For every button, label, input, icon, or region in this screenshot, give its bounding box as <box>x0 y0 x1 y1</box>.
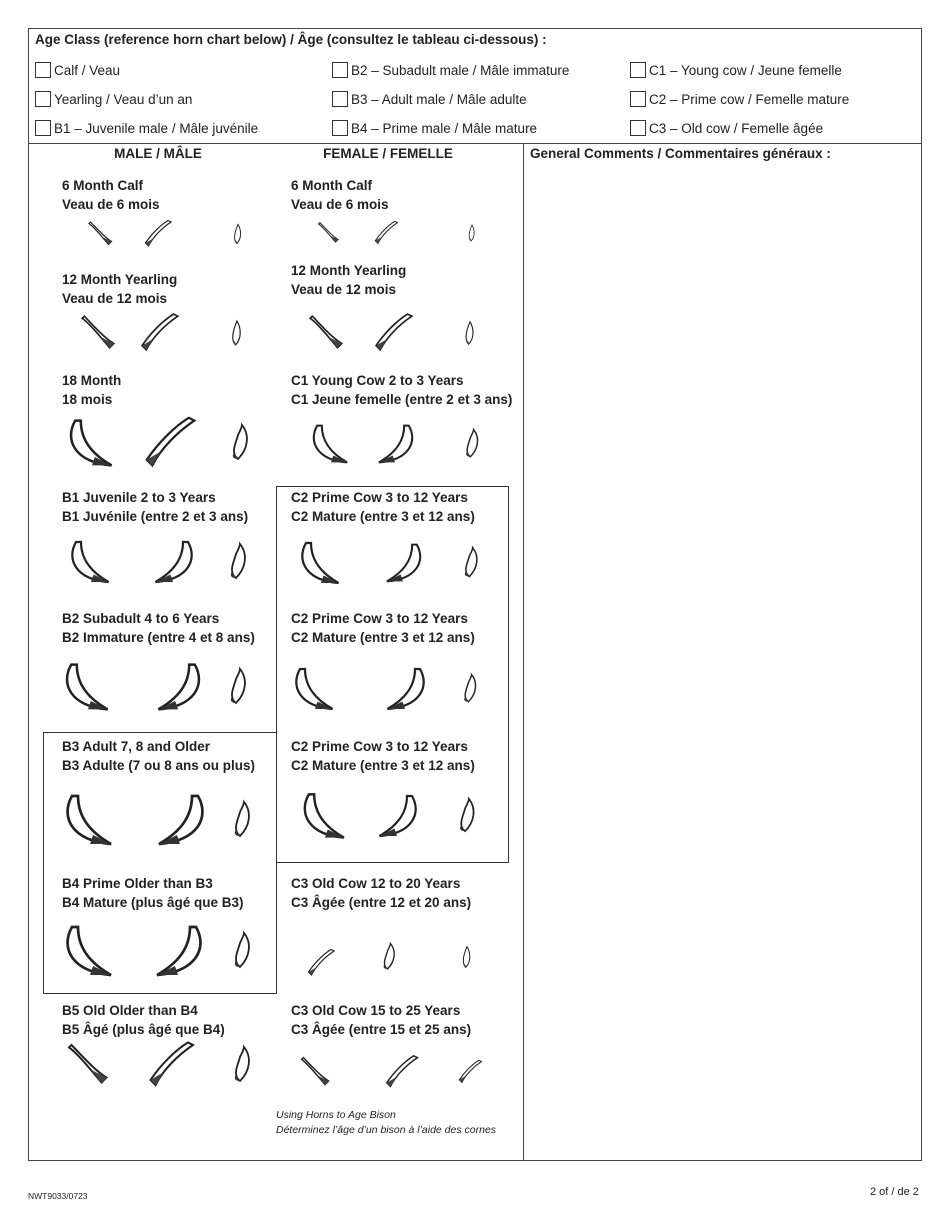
male-column-heading: MALE / MÂLE <box>114 146 202 161</box>
chart-caption: Using Horns to Age Bison Déterminez l’âge d’un bison à l’aide des cornes <box>276 1109 497 1136</box>
option-label: C1 – Young cow / Jeune femelle <box>649 62 842 78</box>
option-label: C2 – Prime cow / Femelle mature <box>649 91 850 107</box>
form-code: NWT9033/0723 <box>28 1191 88 1201</box>
page-number: 2 of / de 2 <box>870 1186 919 1198</box>
male-stage-label: 6 Month Calf Veau de 6 mois <box>62 178 160 212</box>
male-b2-horns-image <box>58 650 272 724</box>
option-label: B3 – Adult male / Mâle adulte <box>351 91 527 107</box>
male-stage-label: B1 Juvenile 2 to 3 Years B1 Juvénile (entre 2 et 3 ans) <box>62 490 249 524</box>
female-stage-label: C2 Prime Cow 3 to 12 Years C2 Mature (entre 3 et 12 ans) <box>291 490 475 524</box>
female-c1-horns-image <box>306 412 496 476</box>
comments-heading: General Comments / Commentaires généraux : <box>530 146 831 161</box>
age-option-b1[interactable] <box>35 120 258 136</box>
male-18mo-horns-image <box>62 410 272 476</box>
female-c3a-horns-image <box>300 932 490 982</box>
male-b5-horns-image <box>58 1038 272 1094</box>
female-stage-label: 6 Month Calf Veau de 6 mois <box>291 178 389 212</box>
female-stage-label: C3 Old Cow 12 to 20 Years C3 Âgée (entre 12 et 20 ans) <box>291 876 472 910</box>
option-label: C3 – Old cow / Femelle âgée <box>649 120 824 136</box>
male-6mo-horns-image <box>80 215 260 255</box>
female-c3b-horns-image <box>294 1052 490 1092</box>
checkbox[interactable] <box>332 62 348 78</box>
checkbox[interactable] <box>35 91 51 107</box>
checkbox[interactable] <box>630 91 646 107</box>
comments-panel[interactable] <box>523 143 922 1161</box>
checkbox[interactable] <box>630 120 646 136</box>
checkbox[interactable] <box>332 120 348 136</box>
female-c2c-horns-image <box>296 778 496 854</box>
female-stage-label: C1 Young Cow 2 to 3 Years C1 Jeune femelle (entre 2 et 3 ans) <box>291 373 513 407</box>
male-stage-label: 12 Month Yearling Veau de 12 mois <box>62 272 178 306</box>
checkbox[interactable] <box>630 62 646 78</box>
option-label: Yearling / Veau d’un an <box>54 91 193 107</box>
female-stage-label: C2 Prime Cow 3 to 12 Years C2 Mature (entre 3 et 12 ans) <box>291 739 475 773</box>
age-option-calf[interactable] <box>35 62 120 78</box>
age-option-yearling[interactable] <box>35 91 192 107</box>
female-stage-label: C2 Prime Cow 3 to 12 Years C2 Mature (entre 3 et 12 ans) <box>291 611 475 645</box>
age-option-c3[interactable] <box>630 120 823 136</box>
checkbox[interactable] <box>332 91 348 107</box>
female-stage-label: C3 Old Cow 15 to 25 Years C3 Âgée (entre 15 et 25 ans) <box>291 1003 472 1037</box>
female-column-heading: FEMALE / FEMELLE <box>323 146 453 161</box>
male-12mo-horns-image <box>76 310 266 358</box>
option-label: B2 – Subadult male / Mâle immature <box>351 62 570 78</box>
male-stage-label: B4 Prime Older than B3 B4 Mature (plus âgé que B3) <box>62 876 244 910</box>
age-option-b3[interactable] <box>332 91 527 107</box>
female-12mo-horns-image <box>304 310 494 356</box>
age-option-c2[interactable] <box>630 91 849 107</box>
age-option-b4[interactable] <box>332 120 537 136</box>
female-c2a-horns-image <box>294 528 494 598</box>
male-stage-label: B2 Subadult 4 to 6 Years B2 Immature (entre 4 et 8 ans) <box>62 611 255 645</box>
male-stage-label: 18 Month 18 mois <box>62 373 122 407</box>
option-label: Calf / Veau <box>54 62 121 78</box>
age-option-b2[interactable] <box>332 62 569 78</box>
checkbox[interactable] <box>35 120 51 136</box>
male-b1-horns-image <box>62 528 272 596</box>
male-stage-label: B5 Old Older than B4 B5 Âgé (plus âgé que B4) <box>62 1003 225 1037</box>
checkbox[interactable] <box>35 62 51 78</box>
female-c2b-horns-image <box>288 654 494 724</box>
option-label: B1 – Juvenile male / Mâle juvénile <box>54 120 259 136</box>
male-b4-horns-image <box>58 914 272 988</box>
female-6mo-horns-image <box>312 218 492 250</box>
age-class-heading: Age Class (reference horn chart below) / Âge (consultez le tableau ci-dessous) : <box>35 32 547 47</box>
age-option-c1[interactable] <box>630 62 842 78</box>
male-stage-label: B3 Adult 7, 8 and Older B3 Adulte (7 ou 8 ans ou plus) <box>62 739 256 773</box>
option-label: B4 – Prime male / Mâle mature <box>351 120 538 136</box>
female-stage-label: 12 Month Yearling Veau de 12 mois <box>291 263 407 297</box>
male-b3-horns-image <box>58 778 272 862</box>
